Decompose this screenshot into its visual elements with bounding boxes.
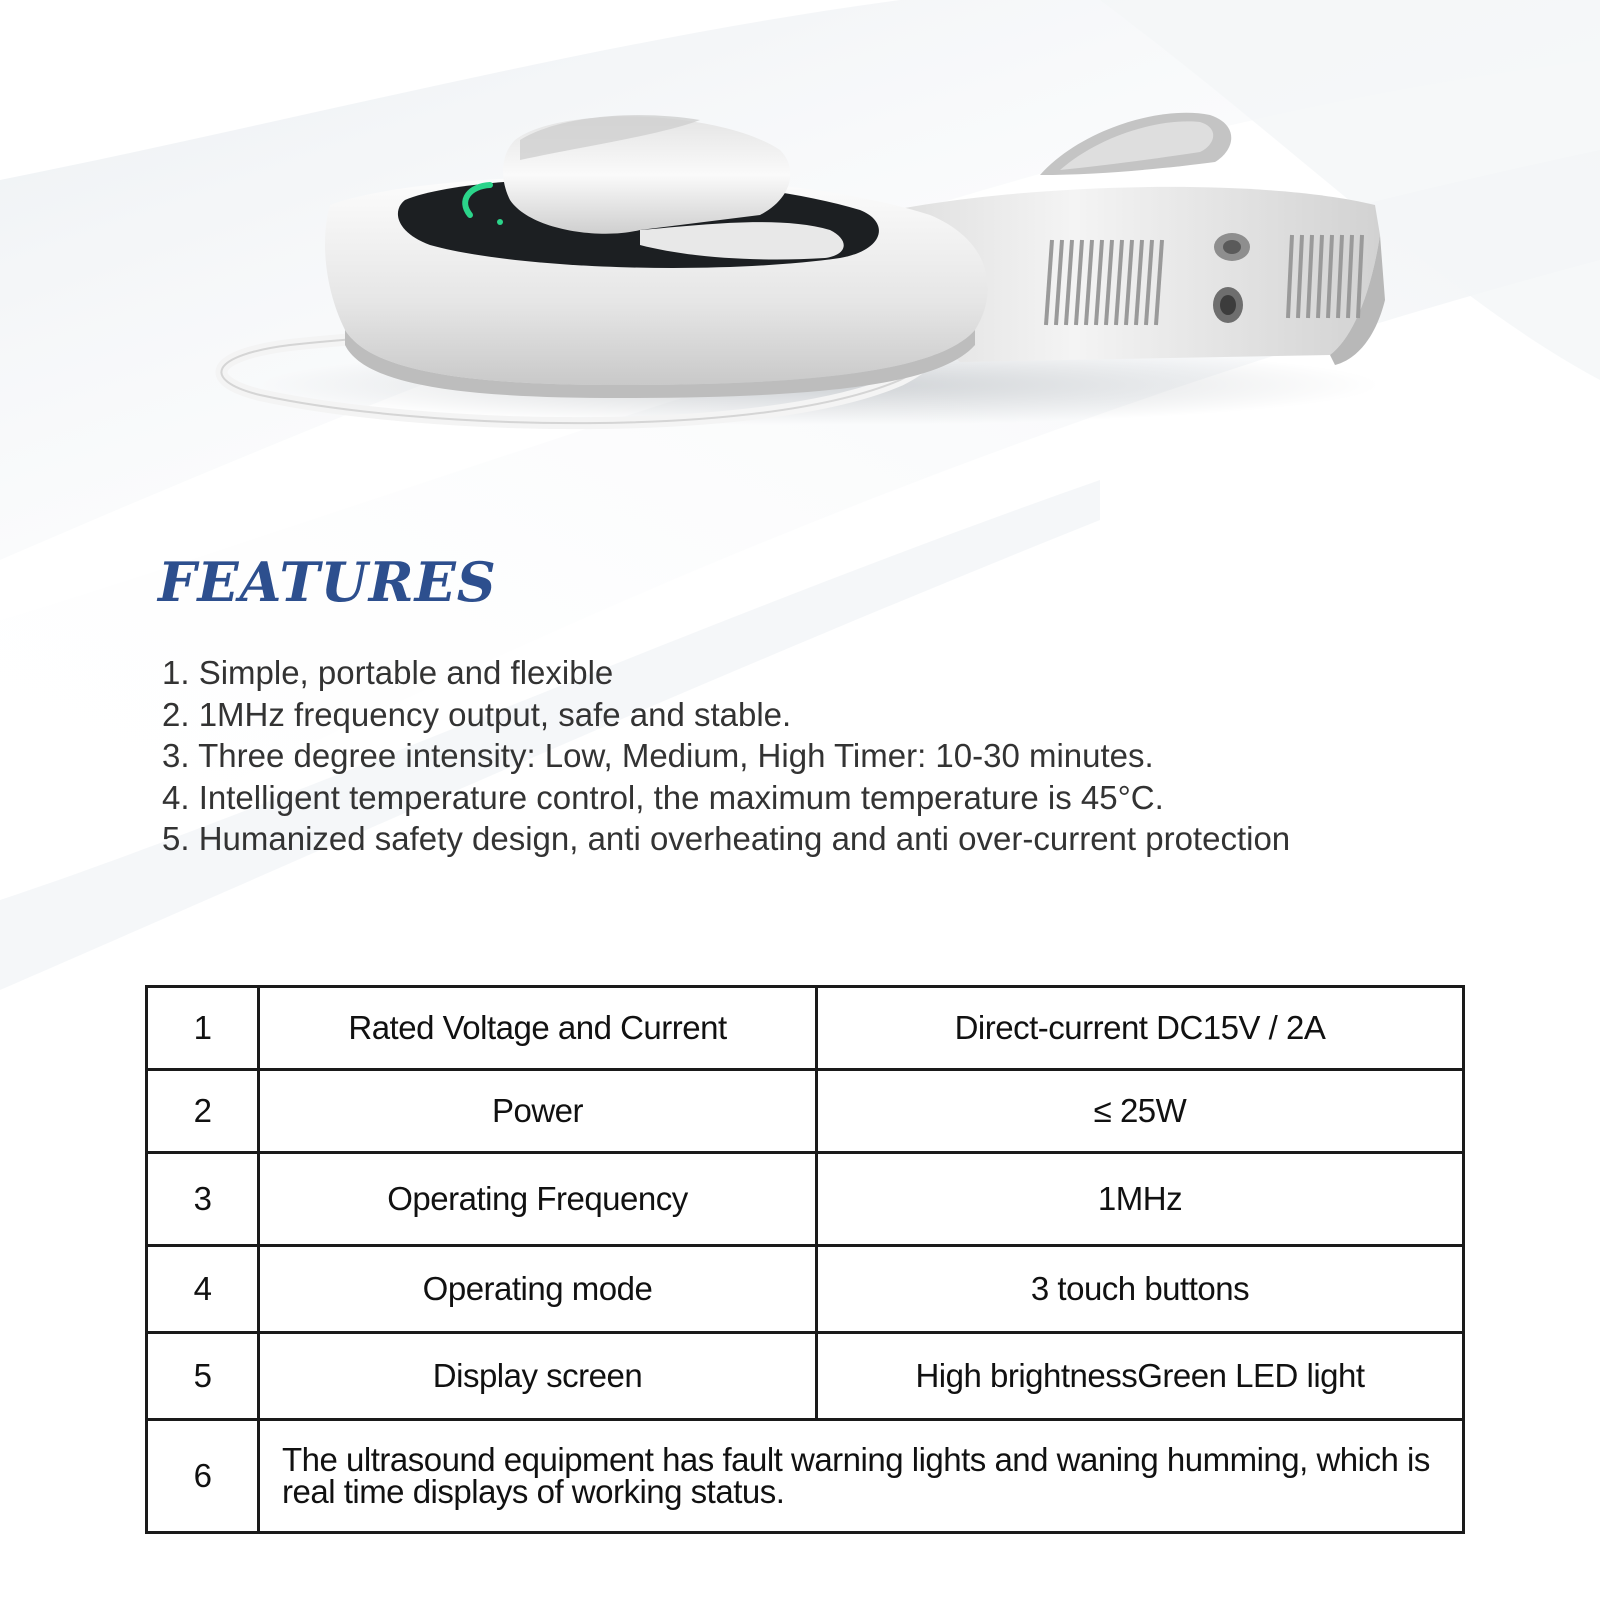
spec-value: 1MHz: [817, 1153, 1464, 1246]
row-index: 4: [147, 1246, 259, 1333]
spec-value: 3 touch buttons: [817, 1246, 1464, 1333]
row-index: 1: [147, 987, 259, 1070]
features-title: FEATURES: [158, 550, 497, 614]
table-row: [147, 1333, 1464, 1420]
spec-label: Operating Frequency: [259, 1153, 817, 1246]
ultrasound-device-image: [0, 0, 1600, 560]
feature-list: [162, 652, 1290, 860]
spec-label: Operating mode: [259, 1246, 817, 1333]
spec-value: ≤ 25W: [817, 1070, 1464, 1153]
row-index: 5: [147, 1333, 259, 1420]
spec-value: Direct-current DC15V / 2A: [817, 987, 1464, 1070]
row-index: 6: [147, 1420, 259, 1533]
table-row: [147, 1070, 1464, 1153]
spec-label: Display screen: [259, 1333, 817, 1420]
spec-value: High brightnessGreen LED light: [817, 1333, 1464, 1420]
row-index: 3: [147, 1153, 259, 1246]
specifications-table: [145, 985, 1465, 1534]
table-row: [147, 1420, 1464, 1533]
spec-label: Rated Voltage and Current: [259, 987, 817, 1070]
feature-item: 4. Intelligent temperature control, the maximum temperature is 45°C.: [162, 778, 1164, 816]
spec-note: The ultrasound equipment has fault warning lights and waning humming, which is real time displays of working status.: [259, 1420, 1464, 1533]
table-row: [147, 1153, 1464, 1246]
feature-item: 1. Simple, portable and flexible: [162, 654, 614, 691]
table-row: [147, 987, 1464, 1070]
spec-label: Power: [259, 1070, 817, 1153]
row-index: 2: [147, 1070, 259, 1153]
feature-item: 3. Three degree intensity: Low, Medium, High Timer: 10-30 minutes.: [162, 737, 1154, 774]
feature-item: 2. 1MHz frequency output, safe and stable.: [162, 695, 792, 733]
table-row: [147, 1246, 1464, 1333]
feature-item: 5. Humanized safety design, anti overheating and anti over-current protection: [162, 820, 1291, 857]
